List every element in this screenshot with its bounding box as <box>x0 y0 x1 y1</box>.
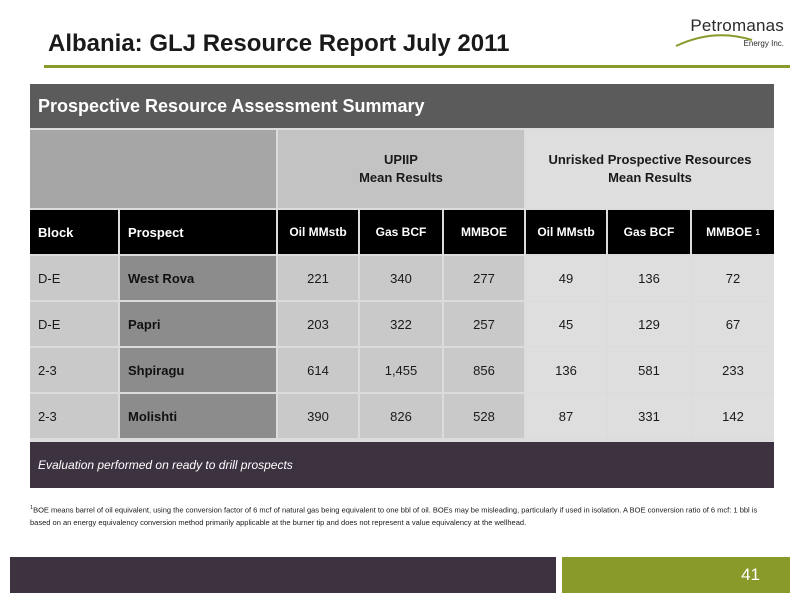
table-cell-block: 2-3 <box>30 394 118 438</box>
table-cell-value: 340 <box>360 256 442 300</box>
col-header-upiip-gas: Gas BCF <box>360 210 442 254</box>
col-header-upiip-mmboe: MMBOE <box>444 210 524 254</box>
col-header-upiip-oil: Oil MMstb <box>278 210 358 254</box>
table-cell-value: 528 <box>444 394 524 438</box>
table-cell-value: 614 <box>278 348 358 392</box>
panel-title: Prospective Resource Assessment Summary <box>30 84 774 128</box>
col-header-unrisked-gas: Gas BCF <box>608 210 690 254</box>
company-logo <box>668 14 784 60</box>
footnote-sup: 1 <box>30 505 34 511</box>
table-cell-value: 45 <box>526 302 606 346</box>
group-unrisked-line2: Mean Results <box>608 170 692 185</box>
table-cell-value: 233 <box>692 348 774 392</box>
table-cell-value: 390 <box>278 394 358 438</box>
group-header-blank <box>30 130 276 208</box>
table-cell-value: 581 <box>608 348 690 392</box>
footer-bar-left <box>10 557 556 593</box>
table-cell-block: 2-3 <box>30 348 118 392</box>
table-cell-value: 49 <box>526 256 606 300</box>
table-cell-value: 856 <box>444 348 524 392</box>
table-cell-value: 136 <box>526 348 606 392</box>
group-unrisked-line1: Unrisked Prospective Resources <box>548 152 752 167</box>
page-title: Albania: GLJ Resource Report July 2011 <box>48 30 510 57</box>
col-header-unrisked-oil: Oil MMstb <box>526 210 606 254</box>
group-header-unrisked <box>526 130 774 208</box>
table-cell-value: 277 <box>444 256 524 300</box>
table-cell-value: 72 <box>692 256 774 300</box>
col-header-block: Block <box>30 210 118 254</box>
logo-name: Petromanas <box>690 16 784 35</box>
table-cell-prospect: Molishti <box>120 394 276 438</box>
group-upiip-line1: UPIIP <box>384 152 418 167</box>
table-cell-value: 203 <box>278 302 358 346</box>
table-cell-value: 1,455 <box>360 348 442 392</box>
col-header-unrisked-mmboe-label: MMBOE <box>706 225 753 239</box>
col-header-sup: 1 <box>755 227 760 237</box>
footnote <box>30 502 774 529</box>
table-cell-block: D-E <box>30 256 118 300</box>
table-cell-value: 67 <box>692 302 774 346</box>
resource-summary-panel <box>30 84 774 488</box>
title-divider <box>44 65 790 68</box>
page-number: 41 <box>562 557 790 593</box>
table-cell-prospect: Papri <box>120 302 276 346</box>
table-cell-prospect: Shpiragu <box>120 348 276 392</box>
table-cell-value: 826 <box>360 394 442 438</box>
col-header-unrisked-mmboe <box>692 210 774 254</box>
table-cell-value: 331 <box>608 394 690 438</box>
table-cell-block: D-E <box>30 302 118 346</box>
table-cell-value: 87 <box>526 394 606 438</box>
table-cell-value: 322 <box>360 302 442 346</box>
group-upiip-line2: Mean Results <box>359 170 443 185</box>
table-cell-prospect: West Rova <box>120 256 276 300</box>
footnote-text: BOE means barrel of oil equivalent, using the conversion factor of 6 mcf of natural gas being equivalent to one bbl of oil. BOEs may be misleading, particularly if used in isolation. A BOE conversion ratio of 6 mcf: 1 bbl is based on an energy equivalency conversion method primarily applicable at the burner tip and does not represent a value equivalency at the wellhead. <box>30 505 758 527</box>
table-cell-value: 129 <box>608 302 690 346</box>
panel-footer: Evaluation performed on ready to drill prospects <box>30 442 774 488</box>
group-header-upiip <box>278 130 524 208</box>
table-cell-value: 221 <box>278 256 358 300</box>
col-header-prospect: Prospect <box>120 210 276 254</box>
table-cell-value: 257 <box>444 302 524 346</box>
table-cell-value: 142 <box>692 394 774 438</box>
logo-subtitle: Energy Inc. <box>743 39 784 48</box>
table-cell-value: 136 <box>608 256 690 300</box>
